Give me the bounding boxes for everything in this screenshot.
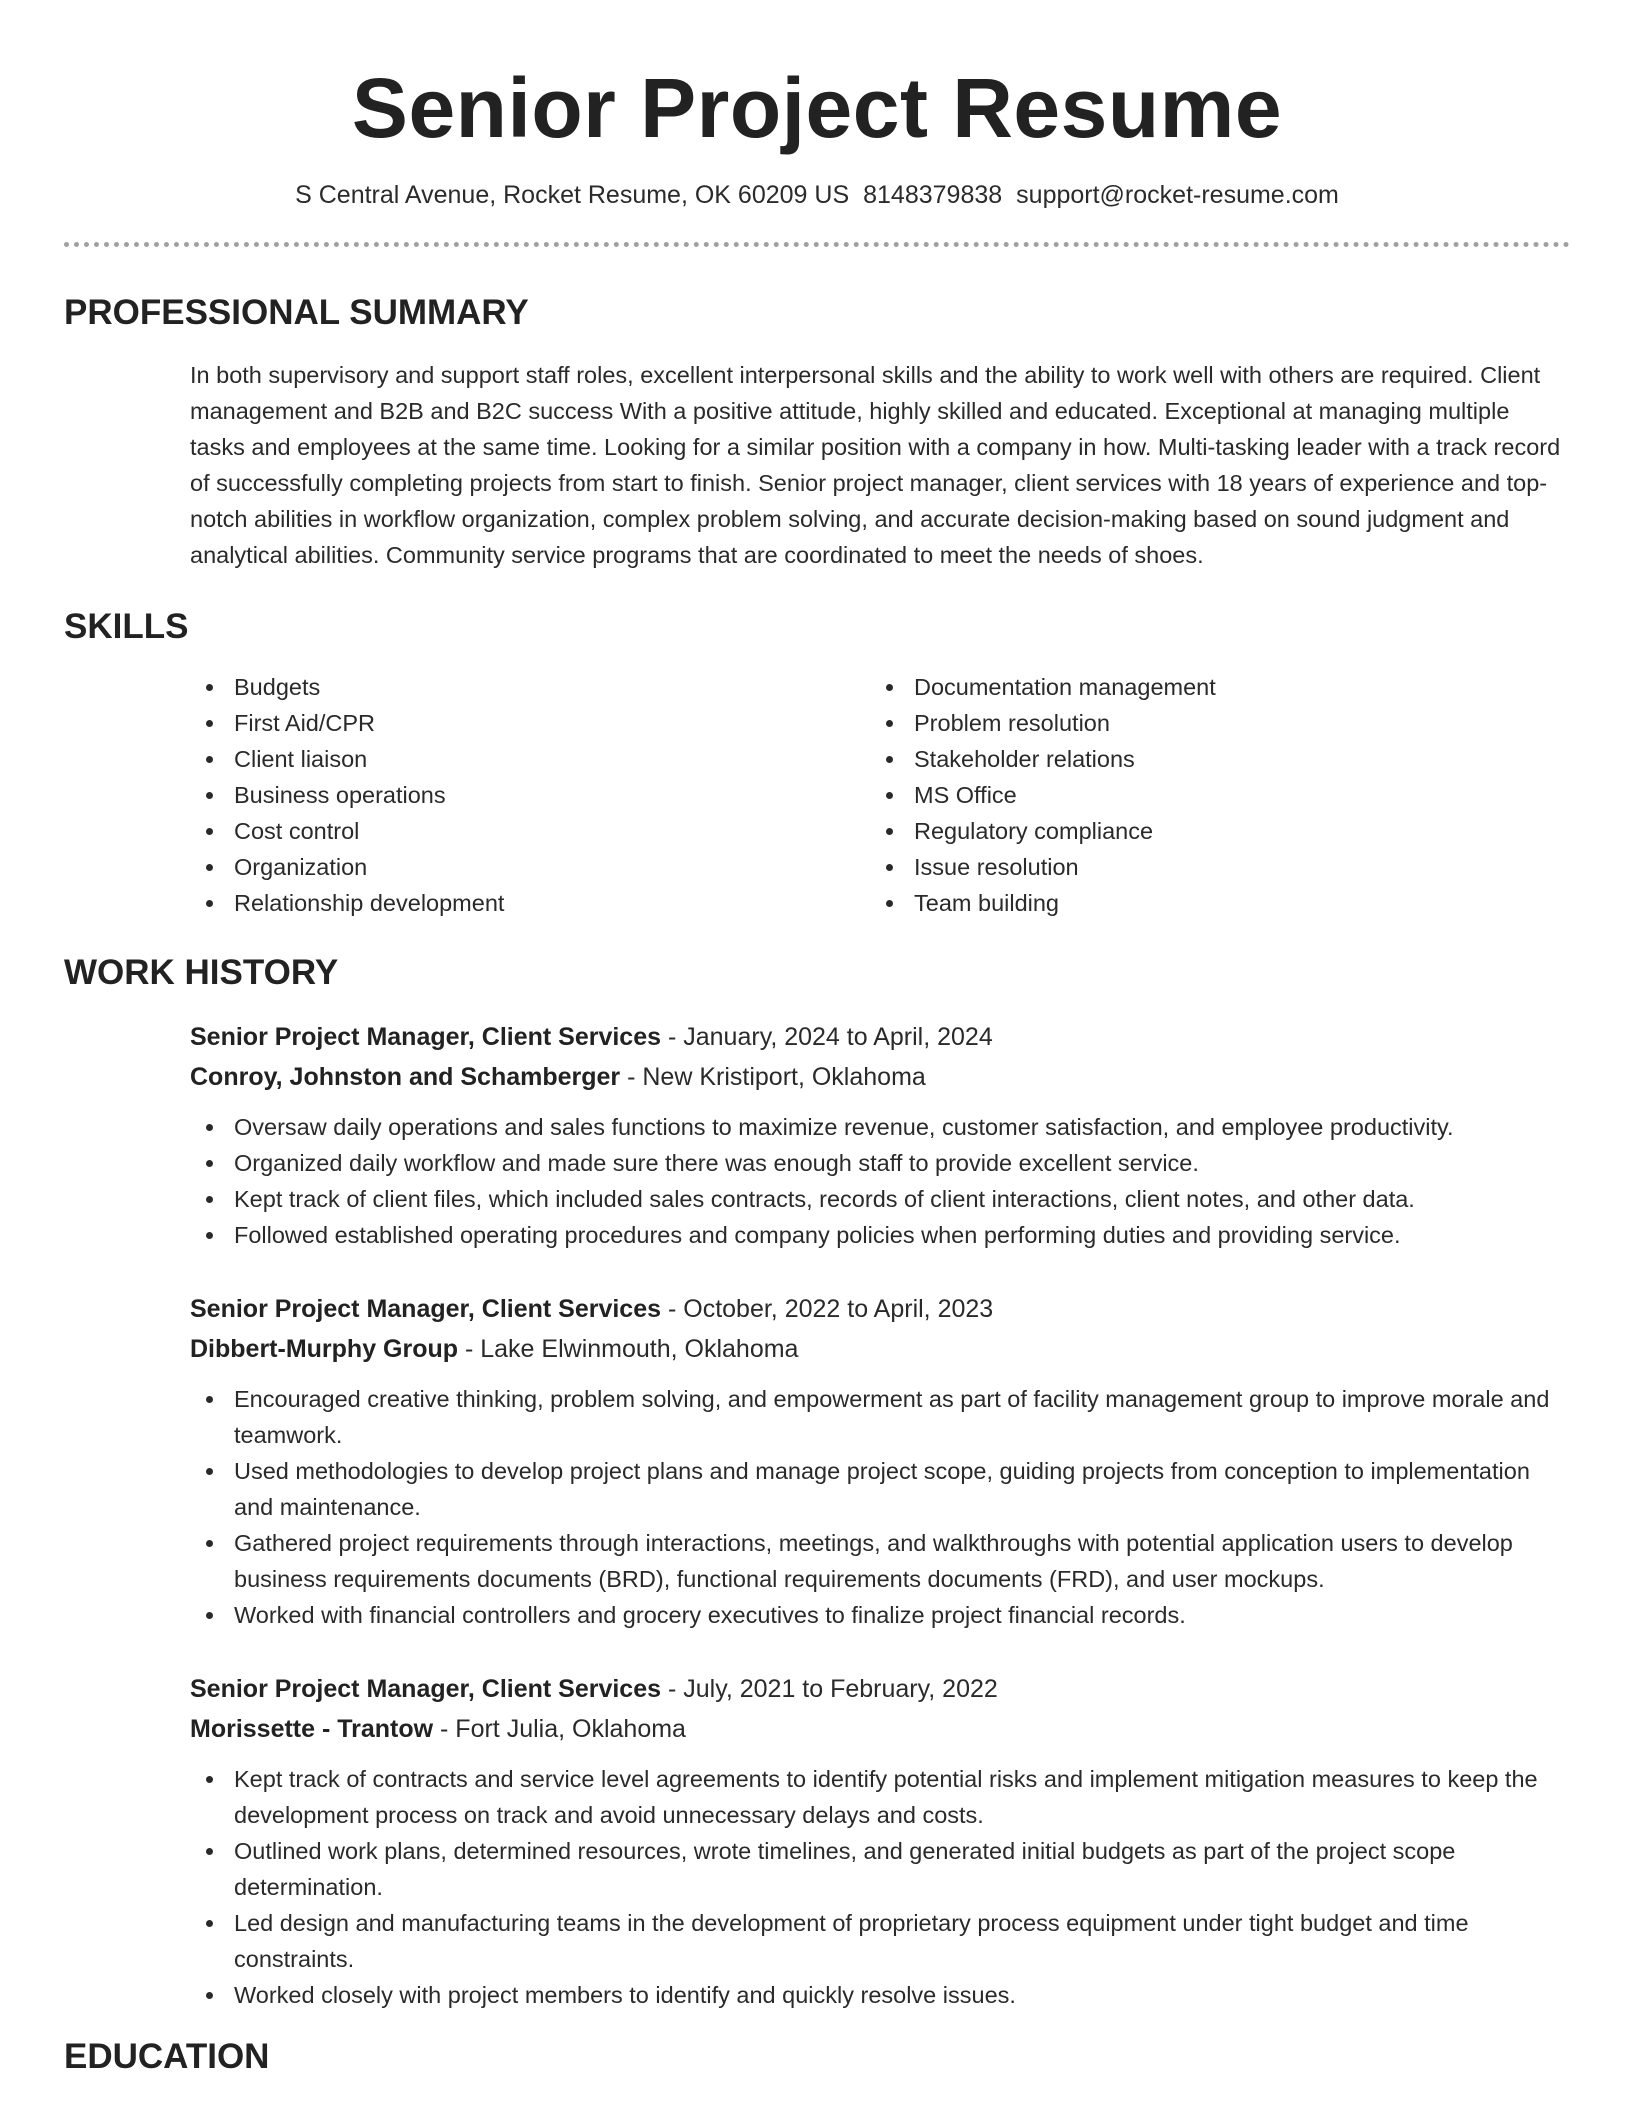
job-bullet: Used methodologies to develop project plans and manage project scope, guiding projects from conception to implementation and maintenance. — [190, 1453, 1570, 1525]
job-bullet: Oversaw daily operations and sales functions to maximize revenue, customer satisfaction, and employee productivity. — [190, 1109, 1570, 1145]
job-entry — [190, 1017, 1570, 1253]
skill-item: MS Office — [870, 777, 1550, 813]
job-bullet: Led design and manufacturing teams in the development of proprietary process equipment under tight budget and time constraints. — [190, 1905, 1570, 1977]
skill-item: First Aid/CPR — [190, 705, 870, 741]
summary-heading: PROFESSIONAL SUMMARY — [64, 293, 529, 332]
job-bullet: Followed established operating procedures and company policies when performing duties and providing service. — [190, 1217, 1570, 1253]
contact-phone: 8148379838 — [863, 181, 1003, 209]
skill-item: Team building — [870, 885, 1550, 921]
job-bullet: Kept track of client files, which included sales contracts, records of client interactions, client notes, and other data. — [190, 1181, 1570, 1217]
job-dates: - October, 2022 to April, 2023 — [661, 1295, 994, 1323]
skills-column-right — [870, 669, 1550, 921]
summary-text: In both supervisory and support staff roles, excellent interpersonal skills and the ability to work well with others are required. Client management and B2B and B2C success With a positive attitude, highly skilled and educated. Exceptional at managing multiple tasks and employees at the same time. Looking for a similar position with a company in how. Multi-tasking leader with a track record of successfully completing projects from start to finish. Senior project manager, client services with 18 years of experience and top-notch abilities in workflow organization, complex problem solving, and accurate decision-making based on sound judgment and analytical abilities. Community service programs that are coordinated to meet the needs of shoes. — [190, 362, 1561, 568]
skills-column-left — [190, 669, 870, 921]
skill-item: Business operations — [190, 777, 870, 813]
skill-item: Stakeholder relations — [870, 741, 1550, 777]
work-history-heading: WORK HISTORY — [64, 953, 339, 992]
job-bullet: Encouraged creative thinking, problem solving, and empowerment as part of facility management group to improve morale and teamwork. — [190, 1381, 1570, 1453]
education-heading: EDUCATION — [64, 2037, 270, 2076]
job-bullets — [190, 1109, 1570, 1253]
job-title-line — [190, 1289, 1570, 1329]
job-company: Conroy, Johnston and Schamberger — [190, 1063, 621, 1091]
job-entry — [190, 1669, 1570, 2013]
header-divider — [64, 242, 1570, 247]
job-entry — [190, 1289, 1570, 1633]
resume-page — [64, 0, 1570, 2079]
job-bullet: Organized daily workflow and made sure there was enough staff to provide excellent service. — [190, 1145, 1570, 1181]
skill-item: Documentation management — [870, 669, 1550, 705]
job-bullets — [190, 1761, 1570, 2013]
resume-title: Senior Project Resume — [351, 61, 1283, 155]
skills-list — [190, 669, 1570, 921]
skills-heading: SKILLS — [64, 607, 189, 646]
job-dates: - July, 2021 to February, 2022 — [661, 1675, 998, 1703]
job-role: Senior Project Manager, Client Services — [190, 1295, 662, 1323]
contact-line — [64, 178, 1570, 212]
job-location: - Lake Elwinmouth, Oklahoma — [458, 1335, 799, 1363]
skill-item: Client liaison — [190, 741, 870, 777]
job-bullet: Gathered project requirements through interactions, meetings, and walkthroughs with potential application users to develop business requirements documents (BRD), functional requirements documents (FRD), and user mockups. — [190, 1525, 1570, 1597]
skill-item: Issue resolution — [870, 849, 1550, 885]
job-bullets — [190, 1381, 1570, 1633]
job-bullet: Worked with financial controllers and grocery executives to finalize project financial records. — [190, 1597, 1570, 1633]
job-bullet: Kept track of contracts and service level agreements to identify potential risks and implement mitigation measures to keep the development process on track and avoid unnecessary delays and costs. — [190, 1761, 1570, 1833]
job-role: Senior Project Manager, Client Services — [190, 1675, 662, 1703]
skill-item: Budgets — [190, 669, 870, 705]
job-company: Dibbert-Murphy Group — [190, 1335, 459, 1363]
job-location: - Fort Julia, Oklahoma — [433, 1715, 686, 1743]
skill-item: Problem resolution — [870, 705, 1550, 741]
skill-item: Organization — [190, 849, 870, 885]
job-dates: - January, 2024 to April, 2024 — [661, 1023, 993, 1051]
job-title-line — [190, 1669, 1570, 1709]
job-company-line — [190, 1329, 1570, 1369]
skill-item: Regulatory compliance — [870, 813, 1550, 849]
job-company-line — [190, 1709, 1570, 1749]
job-company-line — [190, 1057, 1570, 1097]
job-bullet: Worked closely with project members to identify and quickly resolve issues. — [190, 1977, 1570, 2013]
job-title-line — [190, 1017, 1570, 1057]
contact-email: support@rocket-resume.com — [1016, 181, 1339, 209]
job-location: - New Kristiport, Oklahoma — [620, 1063, 926, 1091]
skill-item: Cost control — [190, 813, 870, 849]
skill-item: Relationship development — [190, 885, 870, 921]
contact-address: S Central Avenue, Rocket Resume, OK 60209 US — [295, 181, 850, 209]
job-bullet: Outlined work plans, determined resources, wrote timelines, and generated initial budgets as part of the project scope determination. — [190, 1833, 1570, 1905]
job-role: Senior Project Manager, Client Services — [190, 1023, 662, 1051]
job-company: Morissette - Trantow — [190, 1715, 434, 1743]
